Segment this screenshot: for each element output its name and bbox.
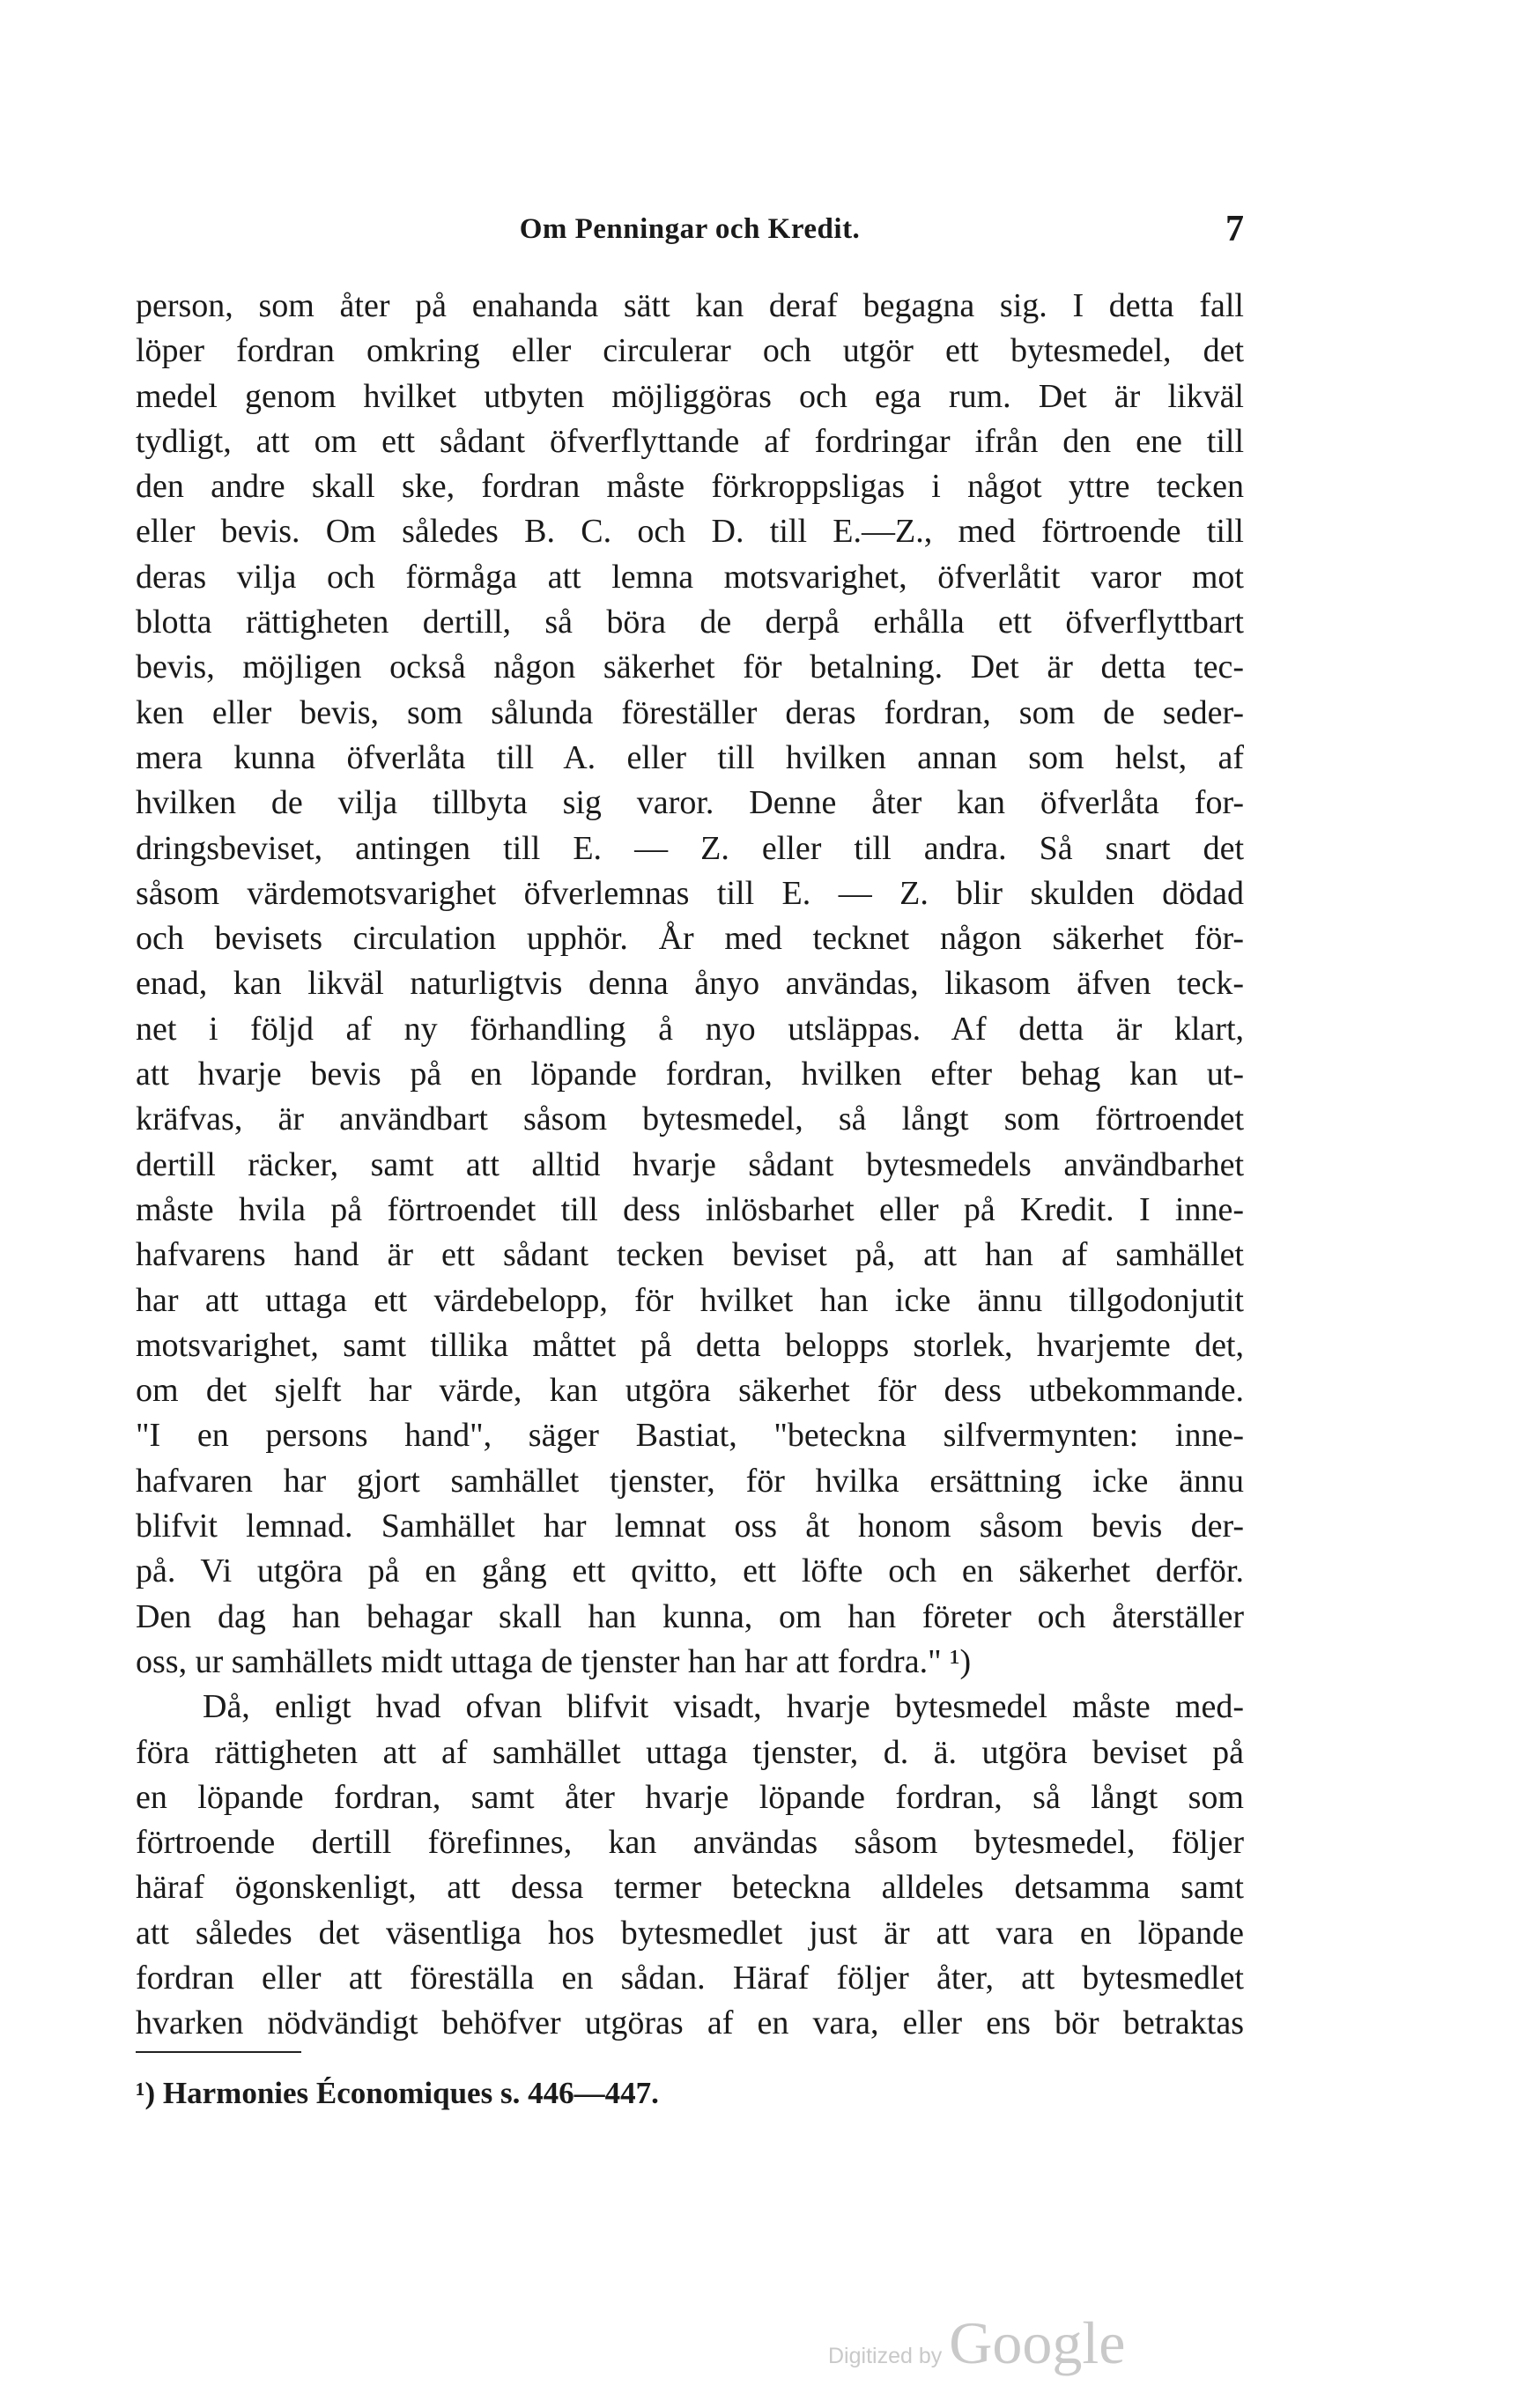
- text-line: person, som åter på enahanda sätt kan deraf begagna sig. I detta fall: [136, 287, 1244, 324]
- text-line: häraf ögonskenligt, att dessa termer beteckna alldeles detsamma samt: [136, 1869, 1244, 1907]
- text-line: och bevisets circulation upphör. År med tecknet någon säkerhet för-: [136, 920, 1244, 958]
- text-line: eller bevis. Om således B. C. och D. till E.—Z., med förtroende till: [136, 513, 1244, 551]
- text-line: enad, kan likväl naturligtvis denna ånyo användas, likasom äfven teck-: [136, 965, 1244, 1003]
- text-line: "I en persons hand", säger Bastiat, "beteckna silfvermynten: inne-: [136, 1417, 1244, 1455]
- text-line: kräfvas, är användbart såsom bytesmedel, så långt som förtroendet: [136, 1100, 1244, 1138]
- text-line: den andre skall ske, fordran måste förkroppsligas i något yttre tecken: [136, 468, 1244, 506]
- paragraph-start-line: Då, enligt hvad ofvan blifvit visadt, hvarje bytesmedel måste med-: [203, 1688, 1244, 1726]
- text-line: deras vilja och förmåga att lemna motsvarighet, öfverlåtit varor mot: [136, 558, 1244, 596]
- text-line: måste hvila på förtroendet till dess inlösbarhet eller på Kredit. I inne-: [136, 1190, 1244, 1228]
- text-line: dringsbeviset, antingen till E. — Z. eller till andra. Så snart det: [136, 829, 1244, 867]
- page-number: 7: [1225, 209, 1244, 249]
- text-line: föra rättigheten att af samhället uttaga tjenster, d. ä. utgöra beviset på: [136, 1733, 1244, 1771]
- text-line: att således det väsentliga hos bytesmedlet just är att vara en löpande: [136, 1914, 1244, 1952]
- text-line: en löpande fordran, samt åter hvarje löpande fordran, så långt som: [136, 1778, 1244, 1816]
- text-line: att hvarje bevis på en löpande fordran, hvilken efter behag kan ut-: [136, 1056, 1244, 1093]
- text-line: om det sjelft har värde, kan utgöra säkerhet för dess utbekommande.: [136, 1372, 1244, 1410]
- text-line: blotta rättigheten dertill, så böra de derpå erhålla ett öfverflyttbart: [136, 604, 1244, 641]
- text-line: net i följd af ny förhandling å nyo utsläppas. Af detta är klart,: [136, 1010, 1244, 1048]
- text-line: fordran eller att föreställa en sådan. Häraf följer åter, att bytesmedlet: [136, 1959, 1244, 1997]
- footnote: ¹) Harmonies Économiques s. 446—447.: [136, 2076, 659, 2110]
- text-line: Den dag han behagar skall han kunna, om han företer och återställer: [136, 1597, 1244, 1635]
- text-line: bevis, möjligen också någon säkerhet för betalning. Det är detta tec-: [136, 648, 1244, 686]
- text-line: hvarken nödvändigt behöfver utgöras af en vara, eller ens bör betraktas: [136, 2004, 1244, 2042]
- watermark-prefix: Digitized by: [828, 2344, 943, 2368]
- text-line: ken eller bevis, som sålunda föreställer deras fordran, som de seder-: [136, 693, 1244, 731]
- text-line: motsvarighet, samt tillika måttet på detta belopps storlek, hvarjemte det,: [136, 1326, 1244, 1364]
- text-line: mera kunna öfverlåta till A. eller till hvilken annan som helst, af: [136, 738, 1244, 776]
- text-line: hafvaren har gjort samhället tjenster, för hvilka ersättning icke ännu: [136, 1462, 1244, 1500]
- digitized-watermark: [828, 2308, 1125, 2378]
- google-logo: Google: [949, 2309, 1126, 2376]
- text-line: blifvit lemnad. Samhället har lemnat oss åt honom såsom bevis der-: [136, 1508, 1244, 1545]
- page-header: [136, 209, 1244, 257]
- text-line: oss, ur samhällets midt uttaga de tjenster han har att fordra." ¹): [136, 1642, 972, 1680]
- text-line: hvilken de vilja tillbyta sig varor. Denne åter kan öfverlåta for-: [136, 784, 1244, 822]
- text-line: på. Vi utgöra på en gång ett qvitto, ett löfte och en säkerhet derför.: [136, 1552, 1244, 1590]
- text-line: medel genom hvilket utbyten möjliggöras och ega rum. Det är likväl: [136, 377, 1244, 415]
- text-line: dertill räcker, samt att alltid hvarje sådant bytesmedels användbarhet: [136, 1145, 1244, 1183]
- running-title: Om Penningar och Kredit.: [519, 213, 861, 245]
- body-text: [136, 284, 1244, 2047]
- text-line: har att uttaga ett värdebelopp, för hvilket han icke ännu tillgodonjutit: [136, 1281, 1244, 1319]
- text-line: löper fordran omkring eller circulerar och utgör ett bytesmedel, det: [136, 332, 1244, 370]
- text-line: såsom värdemotsvarighet öfverlemnas till E. — Z. blir skulden dödad: [136, 874, 1244, 912]
- text-line: hafvarens hand är ett sådant tecken beviset på, att han af samhället: [136, 1236, 1244, 1274]
- text-line: förtroende dertill förefinnes, kan användas såsom bytesmedel, följer: [136, 1824, 1244, 1862]
- footnote-divider: [136, 2051, 301, 2053]
- text-line: tydligt, att om ett sådant öfverflyttande af fordringar ifrån den ene till: [136, 422, 1244, 460]
